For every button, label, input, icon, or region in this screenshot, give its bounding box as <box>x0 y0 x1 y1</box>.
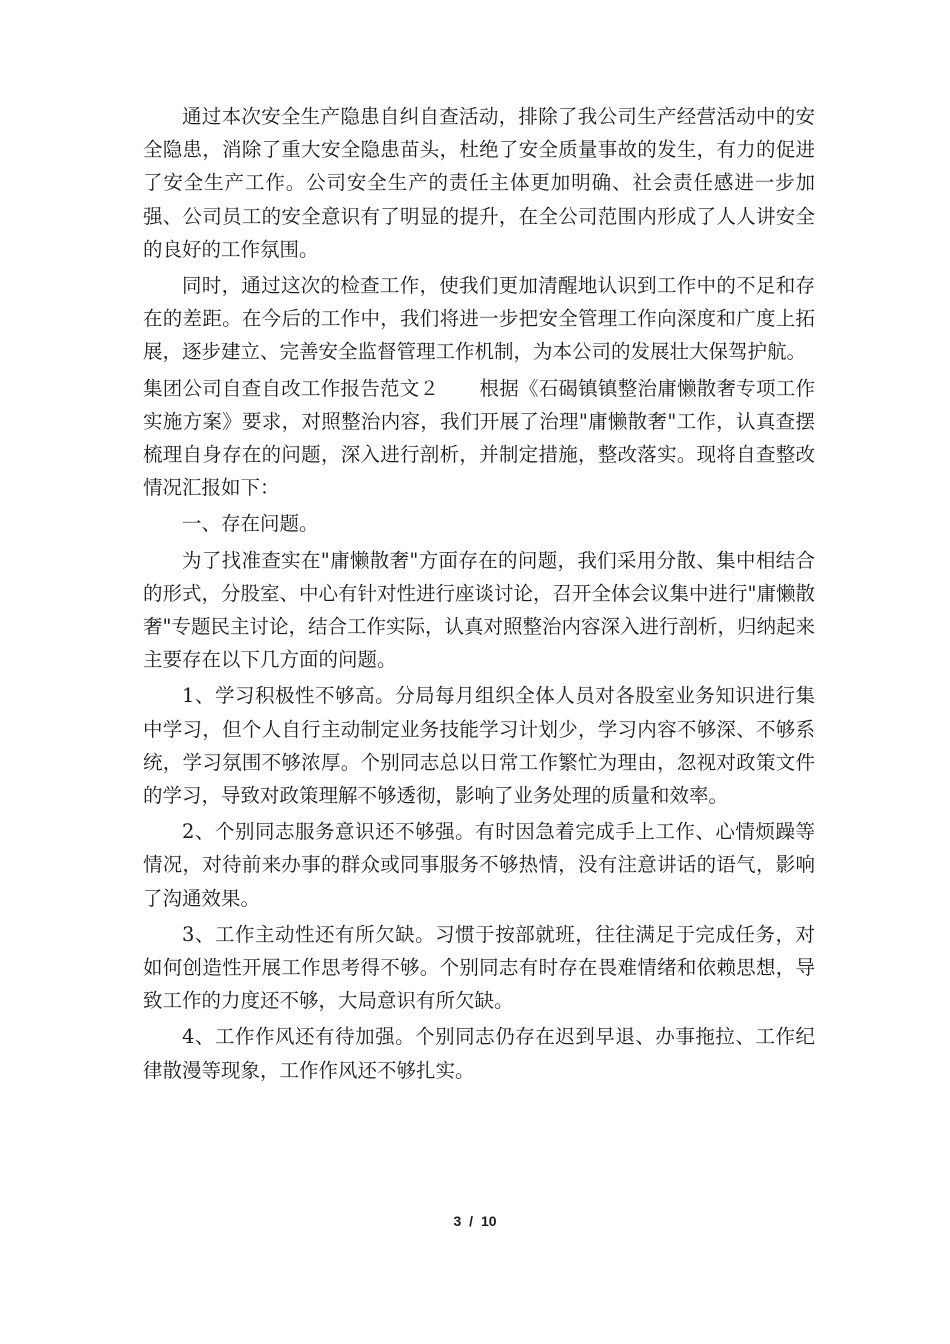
paragraph-3: 为了找准查实在"庸懒散奢"方面存在的问题，我们采用分散、集中相结合的形式，分股室、中心有针对性进行座谈讨论，召开全体会议集中进行"庸懒散奢"专题民主讨论，结合工作实际，认真对照整治内容深入进行剖析，归纳起来主要存在以下几方面的问题。 <box>143 548 815 672</box>
page-current: 3 <box>453 1213 462 1229</box>
list-item-4: 4、工作作风还有待加强。个别同志仍存在迟到早退、办事拖拉、工作纪律散漫等现象，工作作风还不够扎实。 <box>143 1025 815 1082</box>
page-number <box>0 1213 950 1229</box>
list-item-1: 1、学习积极性不够高。分局每月组织全体人员对各股室业务知识进行集中学习，但个人自行主动制定业务技能学习计划少，学习内容不够深、不够系统，学习氛围不够浓厚。个别同志总以日常工作繁忙为理由，忽视对政策文件的学习，导致对政策理解不够透彻，影响了业务处理的质量和效率。 <box>143 684 815 808</box>
list-item-3: 3、工作主动性还有所欠缺。习惯于按部就班，往往满足于完成任务，对如何创造性开展工作思考得不够。个别同志有时存在畏难情绪和依赖思想，导致工作的力度还不够，大局意识有所欠缺。 <box>143 922 815 1013</box>
section-paragraph <box>143 372 815 505</box>
section-intro: 根据《石碣镇镇整治庸懒散奢专项工作实施方案》要求，对照整治内容，我们开展了治理"庸懒散奢"工作，认真查摆梳理自身存在的问题，深入进行剖析，并制定措施，整改落实。现将自查整改情况汇报如下： <box>143 376 815 500</box>
paragraph-1: 通过本次安全生产隐患自纠自查活动，排除了我公司生产经营活动中的安全隐患，消除了重大安全隐患苗头，杜绝了安全质量事故的发生，有力的促进了安全生产工作。公司安全生产的责任主体更加明确、社会责任感进一步加强、公司员工的安全意识有了明显的提升，在全公司范围内形成了人人讲安全的良好的工作氛围。 <box>143 105 815 261</box>
document-body <box>143 100 815 1090</box>
list-item-2: 2、个别同志服务意识还不够强。有时因急着完成手上工作、心情烦躁等情况，对待前来办事的群众或同事服务不够热情，没有注意讲话的语气，影响了沟通效果。 <box>143 820 815 910</box>
heading-problems: 一、存在问题。 <box>182 512 319 536</box>
page-separator: / <box>469 1213 474 1229</box>
paragraph-2: 同时，通过这次的检查工作，使我们更加清醒地认识到工作中的不足和存在的差距。在今后的工作中，我们将进一步把安全管理工作向深度和广度上拓展，逐步建立、完善安全监督管理工作机制，为本公司的发展壮大保驾护航。 <box>143 274 815 364</box>
page-total: 10 <box>480 1213 497 1229</box>
section-title: 集团公司自查自改工作报告范文２ <box>143 376 440 400</box>
